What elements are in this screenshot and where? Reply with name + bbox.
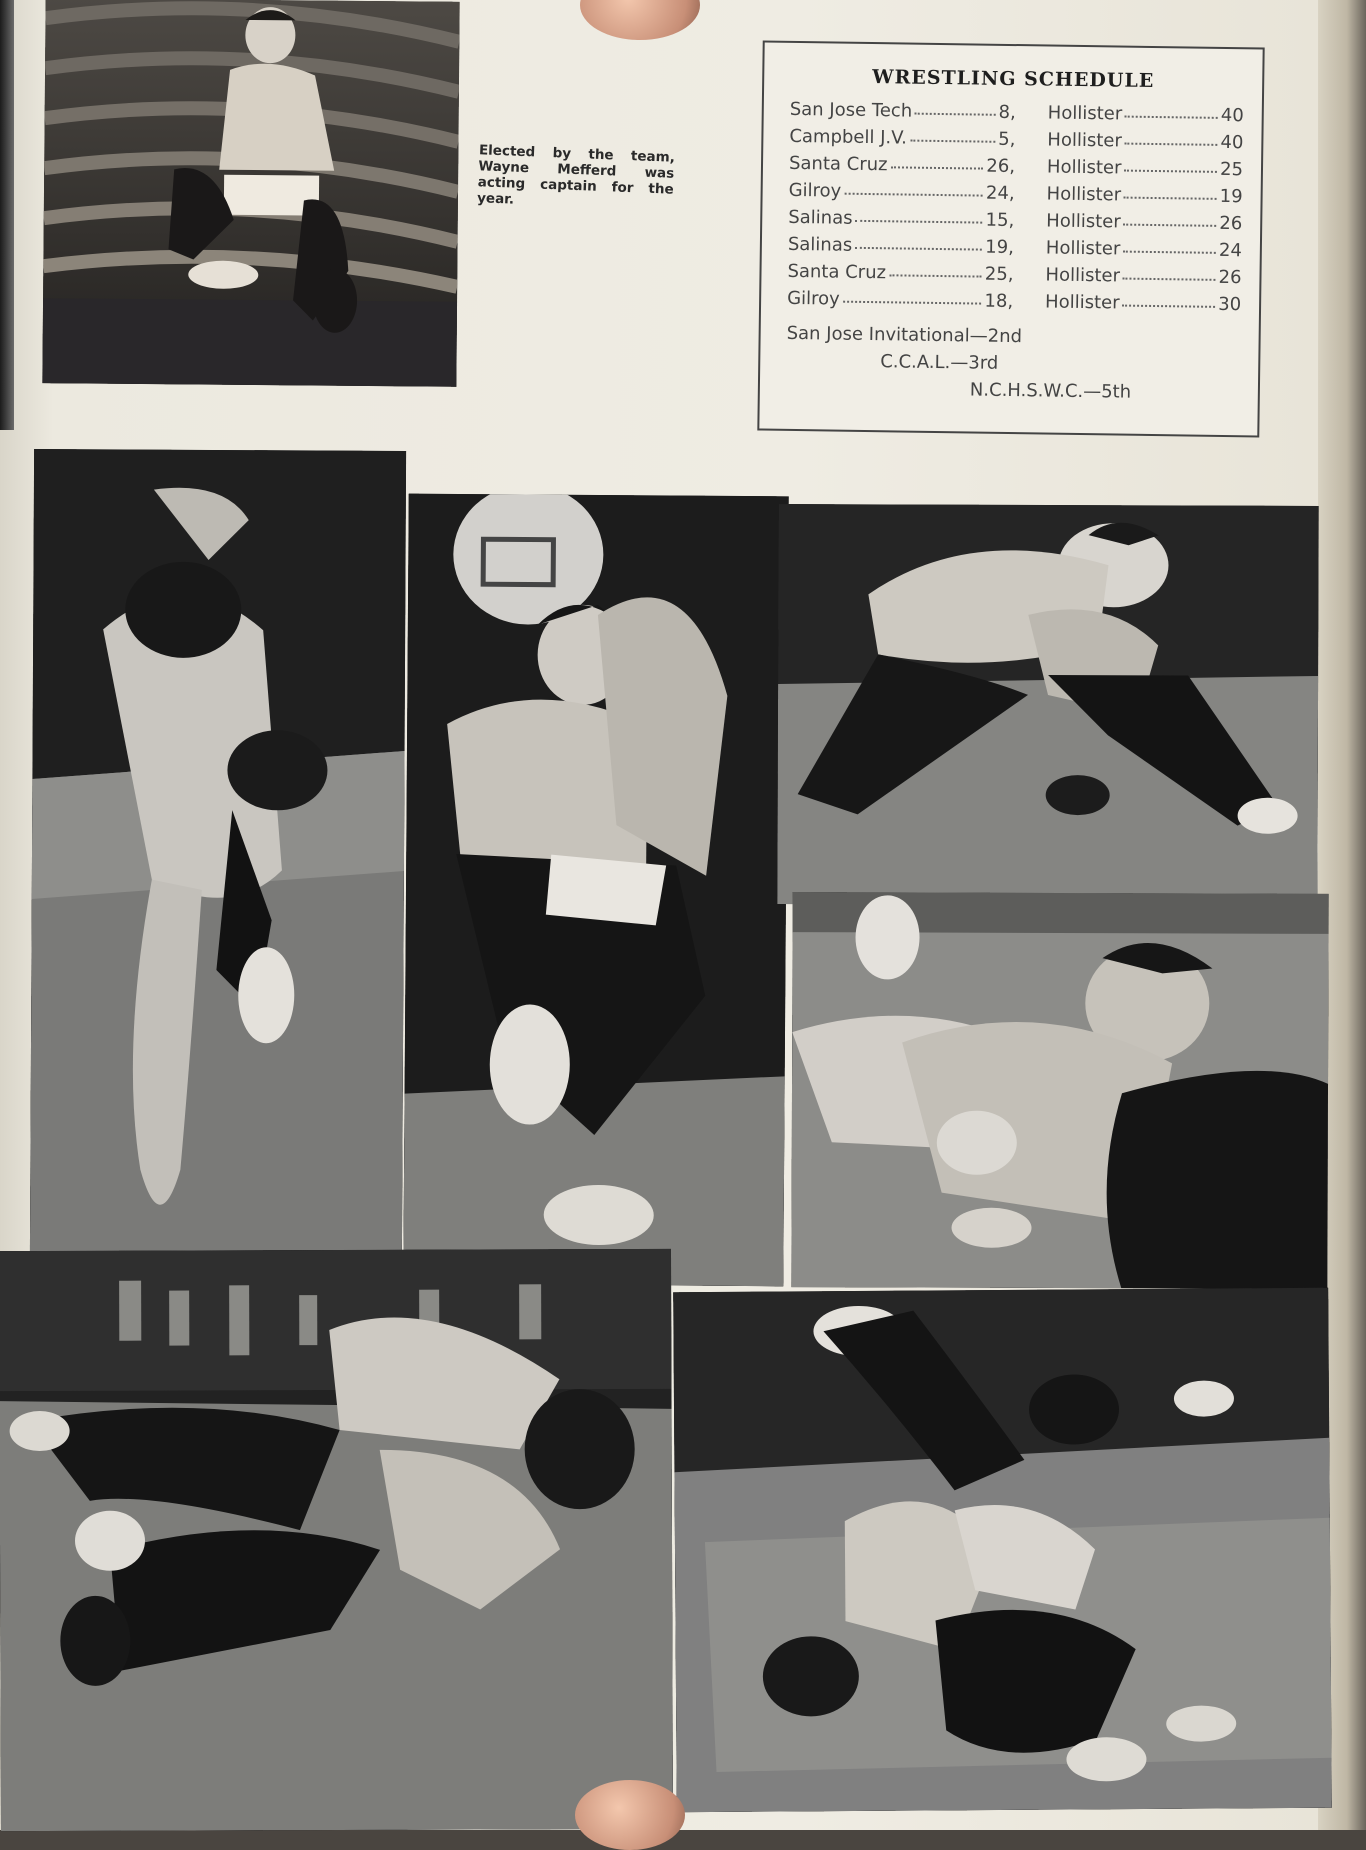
opponent-score: 19, [985, 236, 1015, 259]
opponent-name: Gilroy [788, 179, 842, 202]
opponent-score: 25, [984, 263, 1014, 286]
opponent-score: 24, [985, 182, 1015, 205]
home-score: 25 [1219, 158, 1244, 181]
opponent-name: Gilroy [787, 287, 840, 310]
home-team: Hollister [1046, 183, 1122, 206]
schedule-title: WRESTLING SCHEDULE [872, 66, 1155, 92]
opponent-score: 5, [998, 128, 1016, 151]
tournament-result: N.C.H.S.W.C.—5th [969, 379, 1132, 403]
facing-page-edge [0, 0, 14, 430]
opponent-name: Santa Cruz [788, 152, 888, 176]
home-team: Hollister [1047, 129, 1122, 152]
wrestling-action-photo [403, 494, 789, 1287]
wrestling-action-photo [0, 1249, 673, 1831]
home-score: 40 [1220, 131, 1244, 154]
opponent-name: Campbell J.V. [789, 125, 908, 149]
home-team: Hollister [1044, 291, 1120, 314]
home-team: Hollister [1045, 264, 1121, 287]
home-team: Hollister [1046, 156, 1122, 179]
wrestling-schedule-box [757, 41, 1264, 438]
wrestling-action-photo [30, 449, 406, 1261]
captain-caption: Elected by the team, Wayne Mefferd was acting captain for the year. [476, 142, 676, 208]
schedule-row [787, 287, 1242, 320]
thumb [575, 1780, 685, 1850]
wrestling-action-photo [791, 892, 1328, 1289]
opponent-score: 15, [985, 209, 1015, 232]
captain-portrait-photo [42, 0, 459, 387]
home-score: 30 [1218, 293, 1242, 316]
home-score: 24 [1218, 239, 1243, 262]
opponent-score: 8, [998, 101, 1016, 124]
home-team: Hollister [1047, 102, 1123, 125]
tournament-result: San Jose Invitational—2nd [786, 322, 1023, 348]
opponent-score: 26, [986, 155, 1016, 178]
opponent-name: Salinas [787, 233, 853, 256]
home-score: 40 [1220, 104, 1244, 127]
wrestling-action-photo [777, 504, 1318, 906]
home-score: 26 [1219, 212, 1243, 235]
home-team: Hollister [1046, 210, 1121, 233]
home-score: 26 [1218, 266, 1242, 289]
opponent-name: Salinas [788, 206, 853, 229]
wrestling-action-photo [673, 1288, 1332, 1813]
opponent-score: 18, [984, 290, 1014, 313]
tournament-result: C.C.A.L.—3rd [880, 351, 999, 374]
opponent-name: Santa Cruz [787, 260, 887, 284]
home-team: Hollister [1045, 237, 1121, 260]
home-score: 19 [1219, 185, 1243, 208]
opponent-name: San Jose Tech [789, 98, 913, 122]
